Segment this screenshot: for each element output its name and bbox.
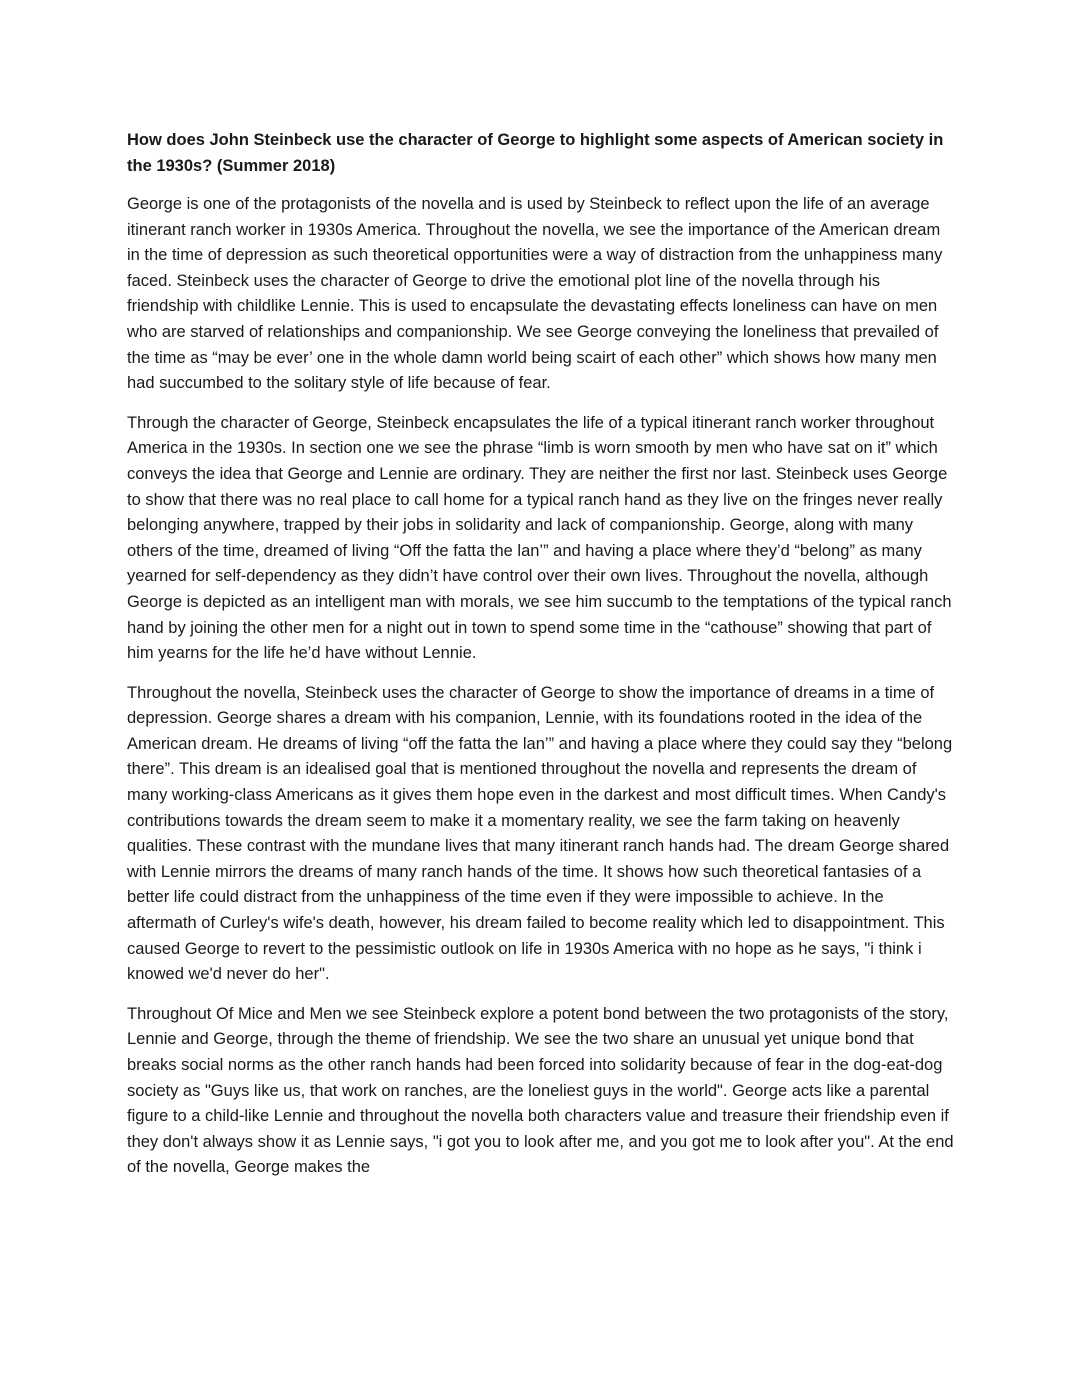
document-body: [127, 128, 955, 1195]
essay-title: How does John Steinbeck use the character of George to highlight some aspects of American society in the 1930s? (Summer 2018): [127, 131, 944, 175]
paragraph-3: Throughout the novella, Steinbeck uses the character of George to show the importance of dreams in a time of depression. George shares a dream with his companion, Lennie, with its foundations rooted in the idea of the American dream. He dreams of living “off the fatta the lan’” and having a place where they could say they “belong there”. This dream is an idealised goal that is mentioned throughout the novella and represents the dream of many working-class Americans as it gives them hope even in the darkest and most difficult times. When Candy's contributions towards the dream seem to make it a momentary reality, we see the farm taking on heavenly qualities. These contrast with the mundane lives that many itinerant ranch hands had. The dream George shared with Lennie mirrors the dreams of many ranch hands of the time. It shows how such theoretical fantasies of a better life could distract from the unhappiness of the time even if they were impossible to achieve. In the aftermath of Curley's wife's death, however, his dream failed to become reality which led to disappointment. This caused George to revert to the pessimistic outlook on life in 1930s America with no hope as he says, "i think i knowed we'd never do her".: [127, 683, 953, 984]
paragraph-4: Throughout Of Mice and Men we see Steinbeck explore a potent bond between the two protagonists of the story, Lennie and George, through the theme of friendship. We see the two share an unusual yet unique bond that breaks social norms as the other ranch hands had been forced into solidarity because of fear in the dog-eat-dog society as "Guys like us, that work on ranches, are the loneliest guys in the world". George acts like a parental figure to a child-like Lennie and throughout the novella both characters value and treasure their friendship even if they don't always show it as Lennie says, "i got you to look after me, and you got me to look after you". At the end of the novella, George makes the: [127, 1004, 954, 1177]
paragraph-1: George is one of the protagonists of the novella and is used by Steinbeck to reflect upon the life of an average itinerant ranch worker in 1930s America. Throughout the novella, we see the importance of the American dream in the time of depression as such theoretical opportunities were a way of distraction from the unhappiness many faced. Steinbeck uses the character of George to drive the emotional plot line of the novella through his friendship with childlike Lennie. This is used to encapsulate the devastating effects loneliness can have on men who are starved of relationships and companionship. We see George conveying the loneliness that prevailed of the time as “may be ever’ one in the whole damn world being scairt of each other” which shows how many men had succumbed to the solitary style of life because of fear.: [127, 195, 943, 393]
paragraph-2: Through the character of George, Steinbeck encapsulates the life of a typical itinerant ranch worker throughout America in the 1930s. In section one we see the phrase “limb is worn smooth by men who have sat on it” which conveys the idea that George and Lennie are ordinary. They are neither the first nor last. Steinbeck uses George to show that there was no real place to call home for a typical ranch hand as they live on the fringes never really belonging anywhere, trapped by their jobs in solidarity and lack of companionship. George, along with many others of the time, dreamed of living “Off the fatta the lan’” and having a place where they’d “belong” as many yearned for self-dependency as they didn’t have control over their own lives. Throughout the novella, although George is depicted as an intelligent man with morals, we see him succumb to the temptations of the typical ranch hand by joining the other men for a night out in town to spend some time in the “cathouse” showing that part of him yearns for the life he’d have without Lennie.: [127, 413, 952, 663]
